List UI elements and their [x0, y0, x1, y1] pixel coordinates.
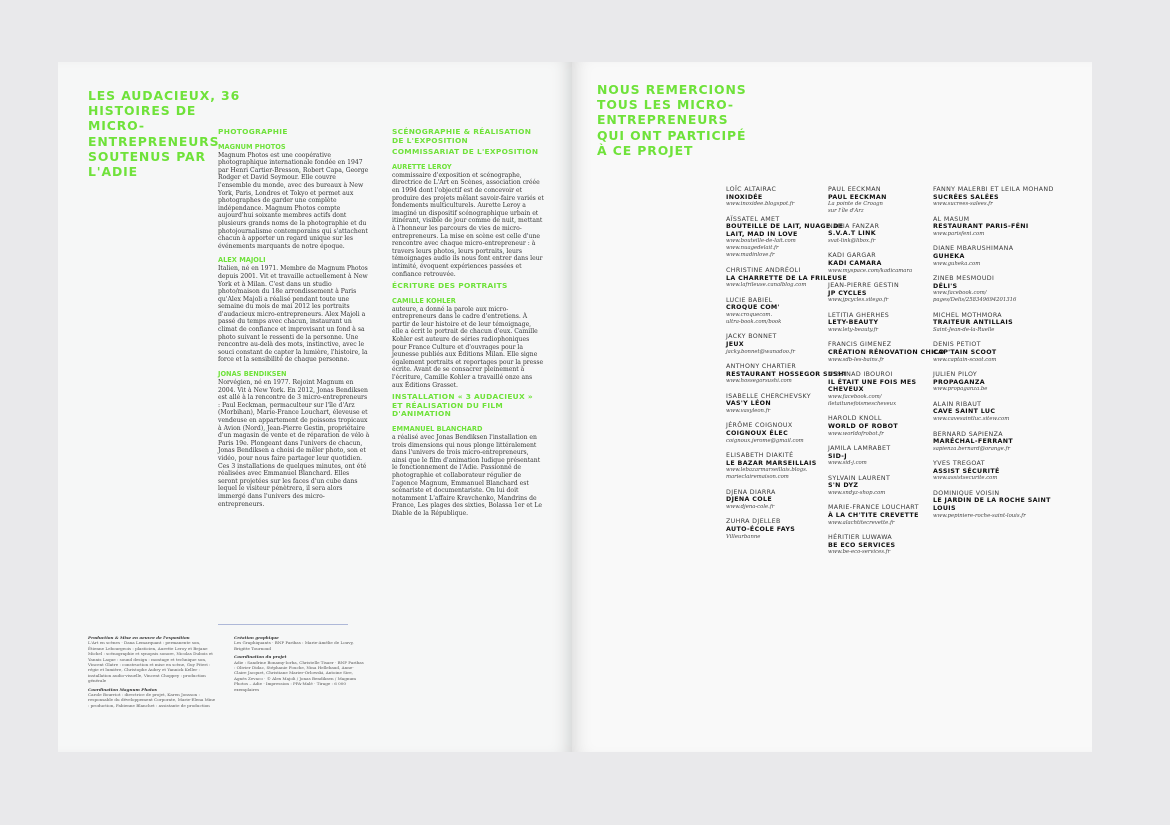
entrepreneur-entry [933, 275, 1055, 304]
entrepreneur-name: CHRISTINE ANDRÉOLI [726, 266, 801, 274]
company-url: www.sucrees-salees.fr [933, 201, 993, 208]
names-column-2 [828, 186, 950, 564]
section-heading: COMMISSARIAT DE L'EXPOSITION [392, 147, 539, 157]
company-url: sapienza.bernard@orange.fr [933, 445, 1010, 452]
entrepreneur-name: SYLVAIN LAURENT [828, 474, 891, 482]
company-url: www.bouteille-de-lait.com [726, 238, 796, 245]
company-url: www.vasyleon.fr [726, 407, 771, 414]
company-url: www.madinlove.fr [726, 252, 775, 259]
credit-text: Carole Bourriot : directrice de projet, Karen Jonsson : responsable du développement Corporate, Marie-Elena Mine : production, Fabienne Blanchet : assistante de production [88, 692, 216, 708]
company-url: www.jpcycles.sitego.fr [828, 297, 889, 304]
section-title: PHOTOGRAPHIE [218, 127, 288, 136]
entrepreneur-name: MARIE-FRANCE LOUCHART [828, 504, 919, 512]
company-url: Saint-Jean-de-la-Ruelle [933, 326, 995, 333]
entrepreneur-name: LUCIE BABIEL [726, 296, 773, 304]
company-name: JP CYCLES [828, 289, 867, 297]
credit-heading: Production & Mise en oeuvre de l'exposition [88, 635, 190, 640]
block-title: AURETTE LEROY [392, 162, 452, 171]
company-url: www.hossegorsushi.com [726, 378, 792, 385]
company-url: www.facebook.com/ [828, 393, 882, 400]
company-name: JEUX [726, 340, 745, 348]
section-title: SCÉNOGRAPHIE & RÉALISATION DE L'EXPOSITION [392, 127, 532, 145]
company-url: sur l'île d'Arz [828, 208, 864, 215]
credit-heading: Coordination du projet [234, 654, 287, 660]
entrepreneur-entry [933, 216, 1055, 238]
company-url: www.facebook.com/ [933, 290, 987, 297]
entrepreneur-name: JACKY BONNET [726, 333, 777, 341]
company-name: CAVE SAINT LUC [933, 408, 996, 416]
company-name: GUHEKA [933, 252, 965, 260]
entrepreneur-entry [828, 223, 950, 245]
block-text: commissaire d'exposition et scénographe, directrice de L'Art en Scènes, association créée en 1994 dont l'objectif est de concevoir et produire des projets mêlant savoir-faire variés et fondements multiculturels. Aurette Leroy a imaginé un dispositif scénographique urbain et itinérant, visible de jour comme de nuit, mettant à l'honneur les parcours de vies de micro-entrepreneurs. La mise en scène est celle d'une rencontre avec chaque micro-entrepreneur : à travers leurs photos, leurs portraits, leurs témoignages audio ils nous font entrer dans leur intimité, évoquent expériences passées et confiance retrouvée. [392, 171, 544, 278]
company-url: www.assistsecurite.com [933, 475, 998, 482]
company-url: www.guheka.com [933, 260, 981, 267]
company-url: www.be-eco-services.fr [828, 549, 891, 556]
company-url: La pointe de Croagn [828, 201, 883, 208]
entrepreneur-entry [933, 371, 1055, 393]
column-blocks [392, 148, 544, 517]
company-url: www.captain-scoot.com [933, 356, 997, 363]
company-name: PAUL EECKMAN [828, 193, 887, 201]
company-url: www.djena-cole.fr [726, 503, 775, 510]
company-url: www.lafrileuse.canalblog.com [726, 282, 807, 289]
credit-heading: Coordination Magnum Photos [88, 686, 157, 692]
company-name: BE ECO SERVICES [828, 541, 896, 549]
column-photographie [218, 128, 370, 512]
block-text: Magnum Photos est une coopérative photographique internationale fondée en 1947 par Henri Cartier-Bresson, Robert Capa, George Rodger et David Seymour. Elle couvre l'ensemble du monde, avec des bureaux à New York, Paris, Londres et Tokyo et permet aux photographes de garder une complète indépendance. Magnum Photos compte aujourd'hui soixante membres actifs dont plusieurs grands noms de la photographie et du photojournalisme contemporains qui s'attachent chacun à apporter un regard unique sur les événements marquants de notre époque. [218, 151, 369, 250]
entrepreneur-entry [933, 312, 1055, 334]
company-url: www.sndyz-shop.com [828, 489, 886, 496]
section-heading: INSTALLATION « 3 AUDACIEUX » ET RÉALISATION DU FILM D'ANIMATION [392, 392, 533, 419]
entrepreneur-entry [828, 341, 950, 363]
entrepreneur-name: JULIEN PILOY [933, 371, 978, 379]
company-url: www.worldofrobot.fr [828, 430, 884, 437]
block-text: Norvégien, né en 1977. Rejoint Magnum en 2004. Vit à New York. En 2012, Jonas Bendiksen est allé à la rencontre de 3 micro-entrepreneurs : Paul Eeckman, permaculteur sur l'île d'Arz (Morbihan), Marie-France Louchart, éleveuse et vendeuse en appartement de poissons tropicaux à Avion (Nord), Jean-Pierre Gestin, propriétaire d'un magasin de vente et de réparation de vélo à Paris 19e. Plongeant dans l'univers de chacun, Jonas Bendiksen a choisi de mêler photo, son et vidéo, pour nous faire partager leur quotidien. Ces 3 installations de quelques minutes, ont été réalisées avec Emmanuel Blanchard. Elles seront projetées sur les faces d'un cube dans lequel le visiteur pénètrera, il sera alors immergé dans l'univers des micro-entrepreneurs. [218, 379, 370, 508]
entrepreneur-name: DENIS PETIOT [933, 341, 981, 349]
entrepreneur-name: DOMINIQUE VOISIN [933, 489, 1000, 497]
company-url: www.sid-j.com [828, 460, 867, 467]
left-headline: LES AUDACIEUX, 36 HISTOIRES DE MICRO-ENTREPRENEURS SOUTENUS PAR L'ADIE [88, 88, 241, 180]
entrepreneur-name: ANTHONY CHARTIER [726, 363, 797, 371]
entrepreneur-name: BERNARD SAPIENZA [933, 430, 1003, 438]
company-url: ultra-book.com/book [726, 318, 782, 325]
block-text: auteure, a donné la parole aux micro-entrepreneurs dans le cadre d'entretiens. À partir de leur histoire et de leur témoignage, elle a écrit le portrait de chacun d'eux. Camille Kohler est auteure de séries radiophoniques pour France Culture et d'ouvrages pour la jeunesse publiés aux Éditions Milan. Elle signe également portraits et reportages pour la presse écrite. Avant de se consacrer pleinement à l'écriture, Camille Kohler a travaillé onze ans aux Éditions Grasset. [392, 305, 544, 389]
company-name: CRÉATION RÉNOVATION CHICO [828, 349, 945, 357]
credits-left [88, 632, 216, 708]
entrepreneur-name: DIANE MBARUSHIMANA [933, 245, 1014, 253]
company-name: LE BAZAR MARSEILLAIS [726, 459, 817, 467]
column-blocks [218, 143, 370, 509]
magazine-spread [58, 62, 1108, 752]
company-url: marieclairemaison.com [726, 474, 789, 481]
entrepreneur-name: ZINEB MESMOUDI [933, 275, 995, 283]
entrepreneur-name: JAMILA LAMRABET [828, 445, 891, 453]
entrepreneur-entry [933, 490, 1055, 520]
block-text: Italien, né en 1971. Membre de Magnum Photos depuis 2001. Vit et travaille actuellement à New York et à Milan. C'est dans un studio photo/maison du 18e arrondissement à Paris qu'Alex Majoli a réalisé pendant toute une semaine du mois de mai 2012 les portraits d'audacieux micro-entrepreneurs. Alex Majoli a passé du temps avec chacun, instaurant un climat de confiance et improvisant un fond à sa photo suivant le ressenti de la personne. Une rencontre au-delà des mots, instinctive, avec le souci constant de capter la lumière, l'histoire, la force et la sensibilité de chaque personne. [218, 265, 368, 364]
block-title: EMMANUEL BLANCHARD [392, 425, 483, 433]
company-name: BOUTEILLE DE LAIT, NUAGE DE LAIT, MAD IN LOVE [726, 223, 844, 238]
company-name: LETY-BEAUTY [828, 319, 879, 327]
entrepreneur-name: HAROLD KNOLL [828, 415, 882, 423]
entrepreneur-entry [828, 415, 950, 437]
company-name: PROPAGANZA [933, 378, 985, 386]
company-url: www.inoxidee.blogspot.fr [726, 201, 795, 208]
entrepreneur-entry [933, 186, 1055, 208]
credit-text: Les Graphiquants · BNP Paribas : Marie-Amélie de Louvy, Brigitte Tournoud [234, 640, 354, 651]
company-url: iletaitunefoismescheveux [828, 400, 897, 407]
block-title: ALEX MAJOLI [218, 256, 266, 265]
entrepreneur-entry [933, 245, 1055, 267]
company-name: COIGNOUX ÉLEC [726, 430, 789, 437]
block-title: MAGNUM PHOTOS [218, 142, 286, 151]
entrepreneur-name: AÏSSATEL AMET [726, 215, 780, 223]
entrepreneur-name: HÉRITIER LUWAWA [828, 534, 893, 542]
company-url: www.lebazarmarseillais.blogs. [726, 467, 808, 474]
block-text: a réalisé avec Jonas Bendiksen l'installation en trois dimensions qui nous plonge littéralement dans l'univers de trois micro-entrepreneurs, ainsi que le film d'animation ludique présentant le fonctionnement de l'Adie. Passionné de photographie et collaborateur régulier de l'agence Magnum, Emmanuel Blanchard est scénariste et documentariste. On lui doit notamment L'affaire Kravchenko, Mandrins de France, Les plages des sixties, Bolassa 1er et Le Diable de la République. [392, 434, 542, 517]
entrepreneur-entry [828, 534, 950, 556]
company-name: À LA CH'TITE CREVETTE [828, 512, 919, 520]
company-name: LA CHARRETTE DE LA FRILEUSE [726, 274, 848, 282]
company-name: SUCRÉES SALÉES [933, 193, 999, 201]
block-title: CAMILLE KOHLER [392, 296, 456, 305]
entrepreneur-entry [828, 371, 950, 408]
company-url: www.parisfeni.com [933, 230, 985, 237]
company-name: DJENA COLE [726, 496, 772, 504]
credit-text: L'Art en scènes · Dana Lemarquant : permanente son, Étienne Lebourgeois : plasticien, Aurette Leroy et Bejane Michel : scénographie et synopsis sonore, Nicolas Dubois et Yannis Laque : sound design : montage et technique son, Vincent Glatre : construction et mise en scène, Guy Piteri : régie et lumière, Christophe Aubry et Yannick Keller : installation audio-visuelle, Vincent Choppey : production générale [88, 640, 213, 684]
credits-right [234, 632, 364, 692]
company-name: TRAITEUR ANTILLAIS [933, 319, 1013, 327]
credit-heading: Création graphique [234, 635, 279, 640]
entrepreneur-name: PAUL EECKMAN [828, 186, 881, 193]
company-name: MARÉCHAL-FERRANT [933, 438, 1014, 446]
entrepreneur-name: DJENA DIARRA [726, 488, 776, 496]
entrepreneur-name: ZUHRA DJELLEB [726, 518, 781, 526]
entrepreneur-name: NADIA FANZAR [828, 222, 880, 230]
company-name: SID-J [828, 452, 847, 460]
column-scenographie [392, 128, 544, 522]
entrepreneur-name: FRANCIS GIMENEZ [828, 341, 892, 349]
entrepreneur-name: MICHEL MOTHMORA [933, 311, 1002, 319]
entrepreneur-name: JÉRÔME COIGNOUX [726, 422, 793, 430]
company-url: www.croquecom. [726, 311, 773, 318]
entrepreneur-name: LOÏC ALTAIRAC [726, 186, 777, 193]
company-url: www.cavesaintluc.sitew.com [933, 416, 1010, 422]
entrepreneur-name: AL MASUM [933, 215, 970, 223]
company-url: jacky.bonnet@wanadoo.fr [726, 348, 796, 355]
entrepreneur-name: LETITIA GHERHES [828, 311, 890, 319]
company-url: www.lety-beauty.fr [828, 326, 879, 333]
right-headline: NOUS REMERCIONS TOUS LES MICRO-ENTREPRENEURS QUI ONT PARTICIPÉ À CE PROJET [597, 82, 747, 158]
entrepreneur-entry [828, 252, 950, 274]
company-name: RESTAURANT PARIS-FÉNI [933, 223, 1029, 231]
company-url: Villeurbanne [726, 533, 761, 540]
company-name: ASSIST SÉCURITÉ [933, 467, 1000, 475]
company-name: IL ÉTAIT UNE FOIS MES CHEVEUX [828, 378, 917, 394]
divider-rule [218, 624, 348, 625]
company-url: www.sdb-les-bains.fr [828, 356, 884, 363]
block-title: JONAS BENDIKSEN [218, 370, 287, 379]
company-name: LE JARDIN DE LA ROCHE SAINT LOUIS [933, 497, 1051, 513]
right-page [572, 62, 1092, 752]
entrepreneur-entry [828, 186, 950, 215]
entrepreneur-name: FANNY MALERBI ET LEILA MOHAND [933, 186, 1054, 193]
entrepreneur-entry [828, 504, 950, 526]
left-page [58, 62, 572, 752]
entrepreneur-name: KADI GARGAR [828, 252, 877, 260]
company-url: pages/Delis/258349694201316 [933, 297, 1017, 304]
entrepreneur-entry [828, 445, 950, 467]
company-name: S.V.A.T LINK [828, 230, 876, 238]
entrepreneur-name: ASSANAD IBOUROI [828, 371, 893, 379]
company-name: S'N DYZ [828, 482, 859, 490]
entrepreneur-entry [828, 282, 950, 304]
company-url: www.pepiniere-roche-saint-louis.fr [933, 512, 1026, 519]
company-name: WORLD OF ROBOT [828, 423, 898, 430]
company-url: www.nuagedelait.fr [726, 245, 779, 252]
entrepreneur-name: YVES TREGOAT [933, 460, 985, 468]
company-url: www.myspace.com/kadicamara [828, 267, 913, 274]
company-name: KADI CAMARA [828, 259, 882, 267]
company-name: DÉLI'S [933, 282, 958, 290]
entrepreneur-name: ALAIN RIBAUT [933, 400, 982, 408]
credit-text: Adie : Sandrine Bonamy-Iorba, Christelle Tisaer · BNP Paribas : Olivier Didac, Stéphanie Fouche, Nina Hellebaud, Anne-Claire Jacquet, Christiane Marier-Orlowski, Antoine Sire, Agnès Zevaco · © Alex Majoli / Jonas Bendiksen / Magnum Photos – Adie · Impression : PPA-Malé · Tirage : 6 000 exemplaires [234, 659, 364, 692]
company-url: coignoux.jerome@gmail.com [726, 437, 804, 444]
company-name: CAP'TAIN SCOOT [933, 349, 997, 357]
entrepreneur-entry [933, 431, 1055, 453]
company-url: www.alachtitecrevette.fr [828, 519, 895, 526]
entrepreneur-entry [933, 460, 1055, 482]
entrepreneur-entry [933, 401, 1055, 423]
company-name: AUTO-ÉCOLE FAYS [726, 526, 796, 534]
entrepreneur-entry [828, 312, 950, 334]
entrepreneur-name: ELISABETH DIAKITÉ [726, 452, 794, 460]
entrepreneur-entry [933, 341, 1055, 363]
names-column-3 [933, 186, 1055, 527]
company-name: RESTAURANT HOSSEGOR SUSHI [726, 370, 847, 378]
entrepreneur-name: JEAN-PIERRE GESTIN [828, 282, 900, 290]
company-name: VAS'Y LÉON [726, 400, 771, 408]
company-url: svat-link@libox.fr [828, 237, 876, 244]
entrepreneur-entry [828, 475, 950, 497]
section-heading: ÉCRITURE DES PORTRAITS [392, 281, 508, 291]
company-name: INOXIDÉE [726, 193, 763, 201]
entrepreneur-name: ISABELLE CHERCHEVSKY [726, 392, 811, 400]
company-url: www.propaganza.be [933, 386, 988, 393]
company-name: CROQUE COM' [726, 304, 780, 312]
